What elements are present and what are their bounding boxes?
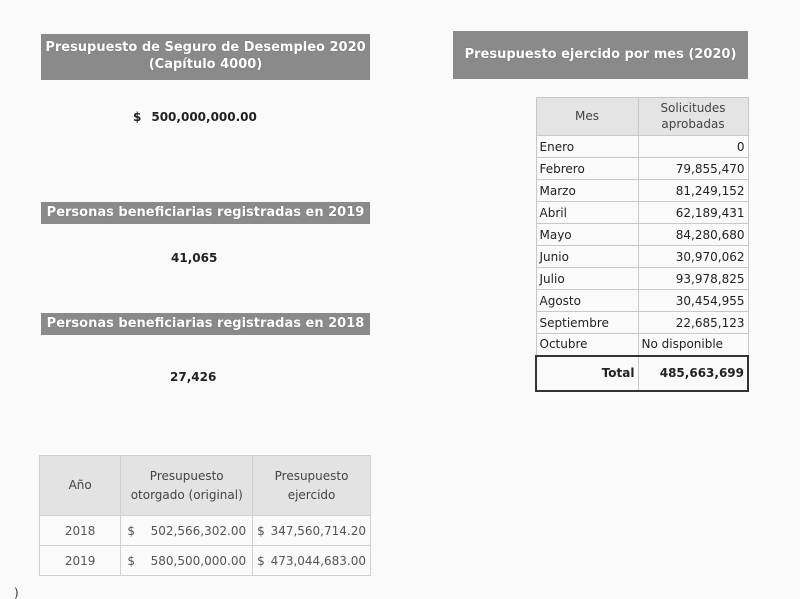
value-cell: 30,970,062 — [638, 246, 748, 268]
beneficiaries-2018-value: 27,426 — [170, 370, 217, 384]
value-cell: 84,280,680 — [638, 224, 748, 246]
yearly-table-header — [40, 456, 371, 516]
table-row — [40, 516, 371, 546]
value-cell: 62,189,431 — [638, 202, 748, 224]
currency-symbol: $ — [257, 553, 265, 568]
budget-title-line1: Presupuesto de Seguro de Desempleo 2020 — [45, 40, 366, 56]
month-cell: Abril — [536, 202, 638, 224]
table-row — [536, 136, 748, 158]
total-row — [536, 356, 748, 391]
month-cell: Septiembre — [536, 312, 638, 334]
beneficiaries-2019-title: Personas beneficiarias registradas en 2019 — [46, 204, 365, 220]
currency-symbol: $ — [127, 523, 135, 538]
month-cell: Enero — [536, 136, 638, 158]
month-cell: Marzo — [536, 180, 638, 202]
month-cell: Mayo — [536, 224, 638, 246]
year-cell: 2019 — [40, 546, 121, 576]
header-approved-line2: aprobadas — [661, 116, 725, 131]
month-cell: Agosto — [536, 290, 638, 312]
month-cell: Octubre — [536, 334, 638, 356]
header-month: Mes — [536, 98, 638, 136]
value-cell: 81,249,152 — [638, 180, 748, 202]
month-cell: Febrero — [536, 158, 638, 180]
currency-symbol: $ — [257, 523, 265, 538]
spent-value: 347,560,714.20 — [270, 523, 366, 538]
header-granted — [121, 456, 253, 516]
monthly-table — [535, 97, 749, 392]
header-year: Año — [40, 456, 121, 516]
spent-cell — [253, 516, 371, 546]
beneficiaries-2019-value: 41,065 — [171, 251, 218, 265]
beneficiaries-2018-title: Personas beneficiarias registradas en 2018 — [46, 315, 365, 331]
budget-amount-value: 500,000,000.00 — [151, 110, 257, 124]
budget-currency: $ — [133, 110, 142, 124]
header-approved — [638, 98, 748, 136]
value-cell: 93,978,825 — [638, 268, 748, 290]
beneficiaries-2019-band — [41, 202, 370, 224]
table-row — [536, 312, 748, 334]
header-approved-line1: Solicitudes — [660, 100, 726, 115]
yearly-budget-table — [39, 455, 371, 576]
total-label: Total — [536, 356, 638, 391]
corner-mark: ) — [14, 586, 19, 599]
year-cell: 2018 — [40, 516, 121, 546]
value-cell: 22,685,123 — [638, 312, 748, 334]
currency-symbol: $ — [127, 553, 135, 568]
table-row — [536, 180, 748, 202]
table-row — [536, 224, 748, 246]
monthly-table-header — [536, 98, 748, 136]
granted-value: 580,500,000.00 — [150, 553, 247, 568]
table-row — [536, 202, 748, 224]
table-row — [536, 290, 748, 312]
total-value: 485,663,699 — [638, 356, 748, 391]
header-spent — [253, 456, 371, 516]
table-row — [536, 246, 748, 268]
spent-value: 473,044,683.00 — [270, 553, 366, 568]
budget-amount — [133, 110, 257, 124]
header-granted-line1: Presupuesto — [149, 468, 224, 483]
value-cell: 79,855,470 — [638, 158, 748, 180]
table-row — [536, 158, 748, 180]
monthly-title-band — [453, 31, 748, 79]
value-cell: 0 — [638, 136, 748, 158]
granted-cell — [121, 546, 253, 576]
header-granted-line2: otorgado (original) — [130, 487, 243, 502]
table-row — [40, 546, 371, 576]
value-cell: 30,454,955 — [638, 290, 748, 312]
month-cell: Junio — [536, 246, 638, 268]
granted-value: 502,566,302.00 — [150, 523, 247, 538]
budget-title-line2: (Capítulo 4000) — [148, 57, 263, 72]
header-spent-line1: Presupuesto — [274, 468, 349, 483]
granted-cell — [121, 516, 253, 546]
table-row — [536, 334, 748, 356]
month-cell: Julio — [536, 268, 638, 290]
table-row — [536, 268, 748, 290]
budget-title-band — [41, 34, 370, 80]
beneficiaries-2018-band — [41, 313, 370, 335]
value-cell: No disponible — [638, 334, 748, 356]
monthly-title: Presupuesto ejercido por mes (2020) — [464, 46, 737, 62]
header-spent-line2: ejercido — [287, 487, 336, 502]
spent-cell — [253, 546, 371, 576]
